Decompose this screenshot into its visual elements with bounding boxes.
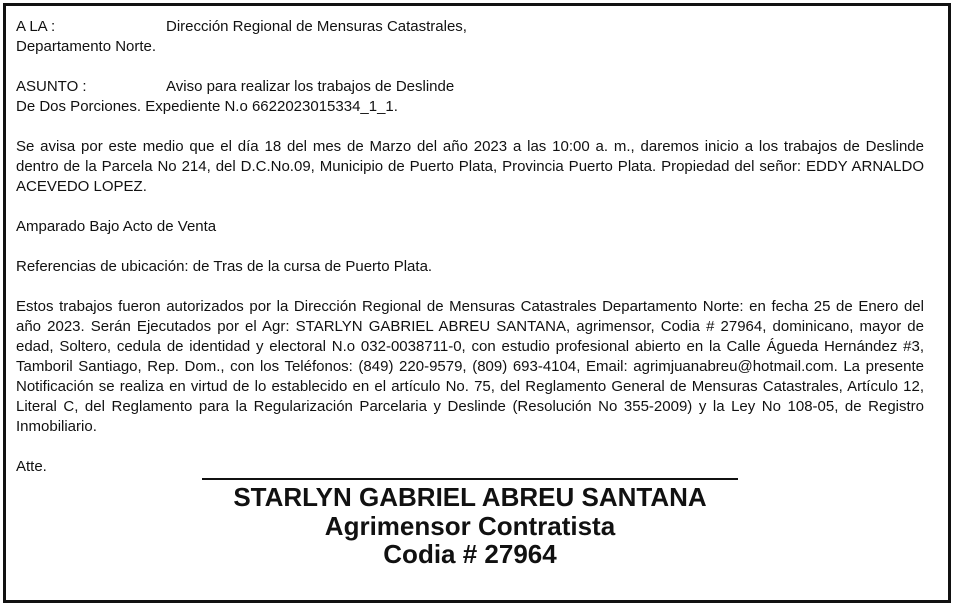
subject-line-2: De Dos Porciones. Expediente N.o 6622023015334_1_1. xyxy=(16,98,398,115)
paragraph-act: Amparado Bajo Acto de Venta xyxy=(16,218,217,235)
subject-value: Aviso para realizar los trabajos de Deslinde xyxy=(166,78,455,95)
signer-title: Agrimensor Contratista xyxy=(324,511,616,541)
notice-content xyxy=(16,17,924,477)
subject-row xyxy=(16,77,924,97)
signer-name: STARLYN GABRIEL ABREU SANTANA xyxy=(233,482,707,512)
signature-block xyxy=(200,478,740,568)
recipient-row xyxy=(16,17,924,37)
paragraph-location: Referencias de ubicación: de Tras de la cursa de Puerto Plata. xyxy=(16,258,433,275)
recipient-value: Dirección Regional de Mensuras Catastrales, xyxy=(166,18,467,35)
signature-line xyxy=(202,478,738,480)
recipient-label: A LA : xyxy=(16,18,56,35)
signer-codia: Codia # 27964 xyxy=(383,539,557,569)
recipient-line-2: Departamento Norte. xyxy=(16,38,157,55)
paragraph-authorization: Estos trabajos fueron autorizados por la Dirección Regional de Mensuras Catastrales Departamento Norte: en fecha 25 de Enero del año 2023. Serán Ejecutados por el Agr: STARLYN GABRIEL ABREU SANTANA, agrimensor, Codia # 27964, dominicano, mayor de edad, Soltero, cedula de identidad y electoral N.o 032-0038711-0, con estudio profesional abierto en la Calle Águeda Hernández #3, Tamboril Santiago, Rep. Dom., con los Teléfonos: (849) 220-9579, (809) 693-4104, Email: agrimjuanabreu@hotmail.com. La presente Notificación se realiza en virtud de lo establecido en el artículo No. 75, del Reglamento General de Mensuras Catastrales, Artículo 12, Literal C, del Reglamento para la Regularización Parcelaria y Deslinde (Resolución No 355-2009) y la Ley No 108-05, de Registro Inmobiliario. xyxy=(16,298,924,435)
paragraph-notice: Se avisa por este medio que el día 18 del mes de Marzo del año 2023 a las 10:00 a. m., daremos inicio a los trabajos de Deslinde dentro de la Parcela No 214, del D.C.No.09, Municipio de Puerto Plata, Provincia Puerto Plata. Propiedad del señor: EDDY ARNALDO ACEVEDO LOPEZ. xyxy=(16,138,924,195)
closing-text: Atte. xyxy=(16,458,47,475)
subject-label: ASUNTO : xyxy=(16,78,87,95)
